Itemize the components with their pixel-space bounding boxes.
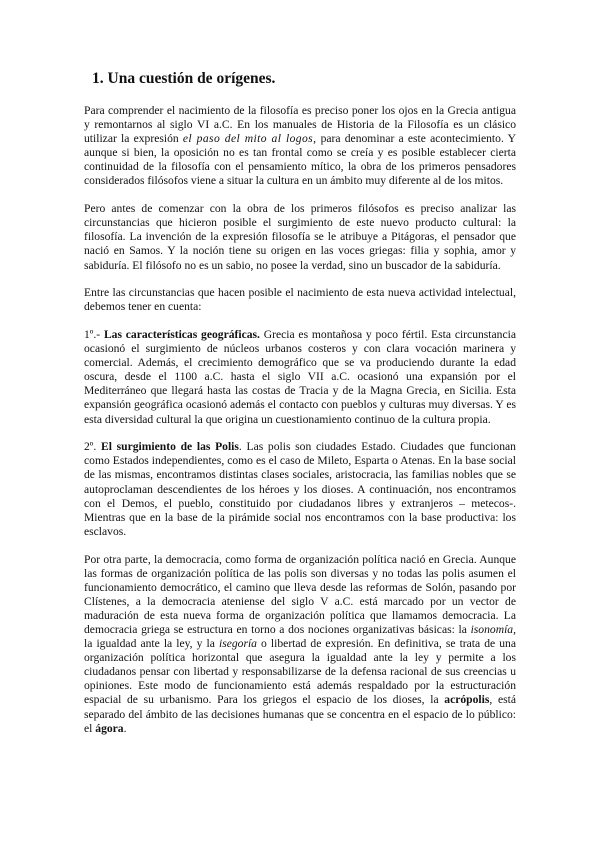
section-heading: 1. Una cuestión de orígenes. — [92, 70, 276, 87]
paragraph-geography: 1º.- Las características geográficas. Grecia es montañosa y poco fértil. Esta circunstancia ocasionó el surgimiento de núcleos urbanos costeros y con clara vocación marinera y comercial. Además, el crecimiento demográfico que se va produciendo durante la edad oscura, desde el 1100 a.C. hasta el siglo VII a.C. ocasionó una expansión por el Mediterráneo que llegará hasta las costas de Tracia y de la Magna Grecia, en Sicilia. Esta expansión geográfica ocasionó además el contacto con pueblos y culturas muy diversas. Y es esta diversidad cultural la que origina un cuestionamiento continuo de la cultura propia. — [84, 328, 516, 426]
paragraph-democracy: Por otra parte, la democracia, como forma de organización política nació en Grecia. Aunque las formas de organización política de las polis son diversas y no todas las polis asumen el funcionamiento democrático, el camino que lleva desde las reformas de Solón, pasando por Clístenes, a la democracia ateniense del siglo V a.C. está marcado por un vector de maduración de esta nueva forma de organización política que llamamos democracia. La democracia griega se estructura en torno a dos nociones organizativas básicas: la isonomía, la igualdad ante la ley, y la isegoría o libertad de expresión. En definitiva, se trata de una organización política horizontal que asegura la igualdad ante la ley y permite a los ciudadanos pensar con libertad y responsabilizarse de la defensa racional de sus creencias u opiniones. Este modo de funcionamiento está además respaldado por la estructuración espacial de su urbanismo. Para los griegos el espacio de los dioses, la acrópolis, está separado del ámbito de las decisiones humanas que se concentra en el espacio de lo público: el ágora. — [84, 552, 516, 735]
heading-polis: El surgimiento de las Polis — [100, 440, 239, 454]
paragraph-circumstances: Pero antes de comenzar con la obra de los primeros filósofos es preciso analizar las circunstancias que hicieron posible el surgimiento de este nuevo producto cultural: la filosofía. La invención de la expresión filosofía se le atribuye a Pitágoras, el pensador que nació en Samos. Y la noción tiene su origen en las voces griegas: filia y sophia, amor y sabiduría. El filósofo no es un sabio, no posee la verdad, sino un buscador de la sabiduría. — [84, 202, 516, 272]
term-isonomia: isonomía, — [470, 622, 516, 636]
heading-geography: Las características geográficas. — [103, 328, 260, 341]
emphasis-mito-logos: el paso del mito al logos, — [182, 132, 317, 146]
paragraph-intro-list: Entre las circunstancias que hacen posible el nacimiento de esta nueva actividad intelectual, debemos tener en cuenta: — [84, 286, 516, 314]
term-agora: ágora — [95, 721, 124, 735]
paragraph-polis: 2º. El surgimiento de las Polis. Las polis son ciudades Estado. Ciudades que funcionan como Estados independientes, como es el caso de Mileto, Esparta o Atenas. En la base social de las mismas, encontramos distintas clases sociales, aristocracia, las familias nobles que se autoproclaman descendientes de los héroes y los dioses. A continuación, nos encontramos con el Demos, el pueblo, constituido por ciudadanos libres y extranjeros – metecos-. Mientras que en la base de la pirámide social nos encontramos con la base productiva: los esclavos. — [84, 440, 516, 538]
term-isegoria: isegoría — [218, 637, 257, 651]
term-acropolis: acrópolis — [444, 693, 490, 707]
document-body — [84, 104, 516, 749]
paragraph-origins: Para comprender el nacimiento de la filosofía es preciso poner los ojos en la Grecia antigua y remontarnos al siglo VI a.C. En los manuales de Historia de la Filosofía es un clásico utilizar la expresión el paso del mito al logos, para denominar a este acontecimiento. Y aunque si bien, la oposición no es tan frontal como se creía y es posible establecer cierta continuidad de la filosofía con el pensamiento mítico, la obra de los primeros pensadores considerados filósofos viene a situar la cultura en un ámbito muy diferente al de los mitos. — [84, 104, 516, 188]
